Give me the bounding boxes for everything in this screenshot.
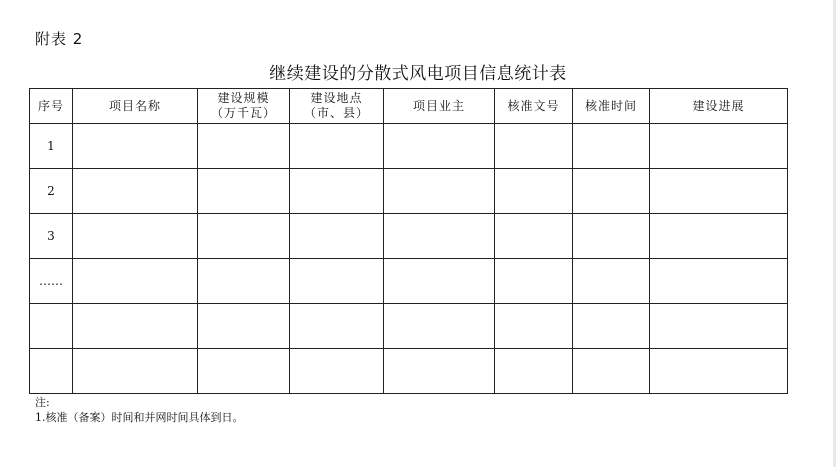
row-serial-cell: 2 — [30, 169, 73, 214]
approval-number-cell — [495, 304, 573, 349]
notes-heading: 注: — [35, 396, 50, 409]
project-name-cell — [73, 304, 198, 349]
table-row — [30, 349, 788, 394]
header-construction-location: 建设地点 （市、县） — [290, 89, 384, 124]
project-owner-cell — [384, 259, 495, 304]
approval-number-cell — [495, 214, 573, 259]
header-construction-progress: 建设进展 — [650, 89, 788, 124]
statistics-table — [29, 88, 788, 394]
page-title: 继续建设的分散式风电项目信息统计表 — [269, 64, 567, 84]
approval-time-cell — [573, 304, 650, 349]
construction-location-cell — [290, 304, 384, 349]
construction-location-cell — [290, 169, 384, 214]
project-owner-cell — [384, 124, 495, 169]
construction-location-cell — [290, 349, 384, 394]
row-serial-cell: …… — [30, 259, 73, 304]
appendix-label: 附表 2 — [35, 30, 84, 48]
approval-time-cell — [573, 349, 650, 394]
construction-scale-cell — [198, 214, 290, 259]
row-serial-cell: 1 — [30, 124, 73, 169]
header-construction-scale: 建设规模 （万千瓦） — [198, 89, 290, 124]
construction-scale-cell — [198, 349, 290, 394]
header-project-owner: 项目业主 — [384, 89, 495, 124]
project-name-cell — [73, 124, 198, 169]
row-serial-cell — [30, 349, 73, 394]
project-name-cell — [73, 169, 198, 214]
approval-number-cell — [495, 259, 573, 304]
approval-time-cell — [573, 124, 650, 169]
construction-progress-cell — [650, 259, 788, 304]
construction-progress-cell — [650, 169, 788, 214]
table-header-row — [30, 89, 788, 124]
construction-location-cell — [290, 259, 384, 304]
approval-number-cell — [495, 124, 573, 169]
construction-location-cell — [290, 124, 384, 169]
project-name-cell — [73, 259, 198, 304]
approval-time-cell — [573, 214, 650, 259]
project-name-cell — [73, 214, 198, 259]
header-serial-number: 序号 — [30, 89, 73, 124]
construction-location-cell — [290, 214, 384, 259]
row-serial-cell: 3 — [30, 214, 73, 259]
header-approval-time: 核准时间 — [573, 89, 650, 124]
construction-scale-cell — [198, 124, 290, 169]
project-name-cell — [73, 349, 198, 394]
project-owner-cell — [384, 349, 495, 394]
table-row — [30, 304, 788, 349]
table-row — [30, 124, 788, 169]
approval-time-cell — [573, 259, 650, 304]
project-owner-cell — [384, 304, 495, 349]
construction-scale-cell — [198, 304, 290, 349]
table-row — [30, 169, 788, 214]
construction-progress-cell — [650, 304, 788, 349]
notes-section — [35, 395, 244, 425]
row-serial-cell — [30, 304, 73, 349]
table-row — [30, 214, 788, 259]
header-project-name: 项目名称 — [73, 89, 198, 124]
approval-time-cell — [573, 169, 650, 214]
approval-number-cell — [495, 169, 573, 214]
construction-scale-cell — [198, 259, 290, 304]
construction-progress-cell — [650, 214, 788, 259]
project-owner-cell — [384, 169, 495, 214]
notes-item: 1.核准（备案）时间和并网时间具体到日。 — [35, 411, 244, 424]
construction-progress-cell — [650, 349, 788, 394]
construction-progress-cell — [650, 124, 788, 169]
table-row — [30, 259, 788, 304]
approval-number-cell — [495, 349, 573, 394]
header-approval-number: 核准文号 — [495, 89, 573, 124]
project-owner-cell — [384, 214, 495, 259]
construction-scale-cell — [198, 169, 290, 214]
